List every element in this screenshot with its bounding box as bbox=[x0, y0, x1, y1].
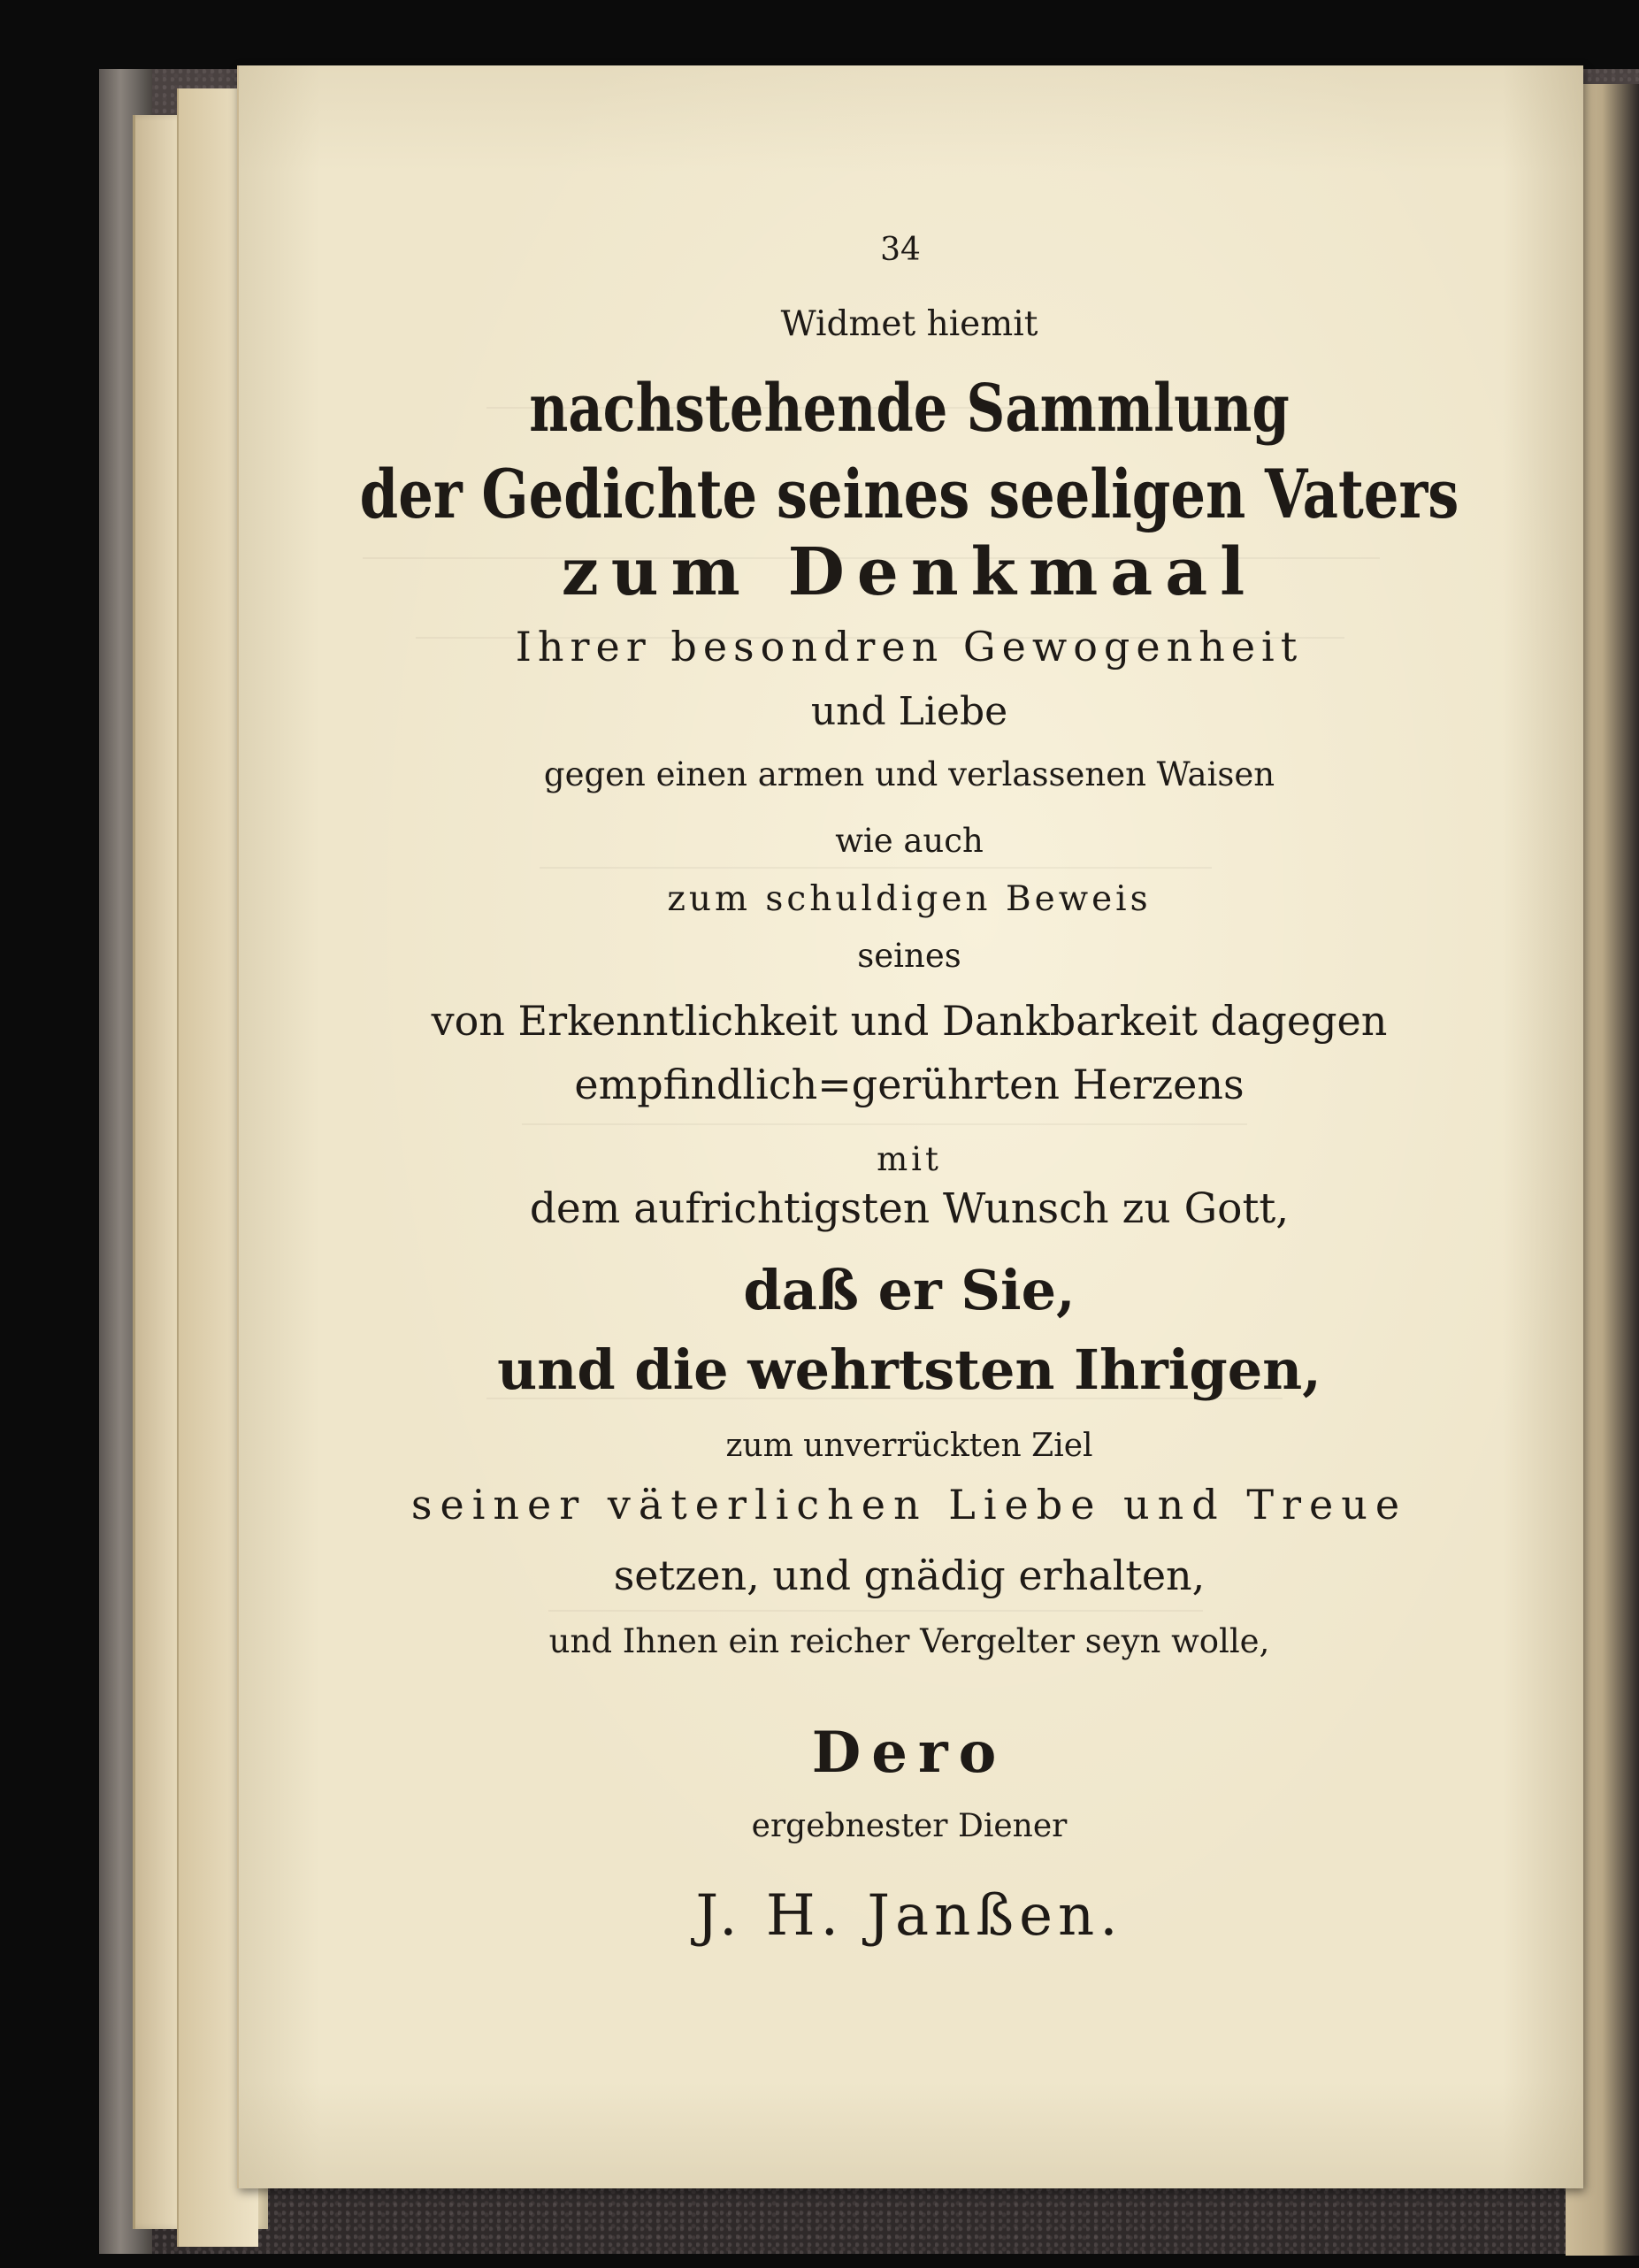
dedication-line-20: und Ihnen ein reicher Vergelter seyn wolle, bbox=[548, 1622, 1270, 1660]
dedication-line-6: und Liebe bbox=[810, 689, 1008, 734]
dedication-line-3: der Gedichte seines seeligen Vaters bbox=[359, 455, 1459, 533]
dedication-line-18: seiner väterlichen Liebe und Treue bbox=[410, 1481, 1408, 1529]
dedication-line-8: wie auch bbox=[835, 822, 984, 860]
dedication-line-11: von Erkenntlichkeit und Dankbarkeit dagegen bbox=[431, 997, 1388, 1045]
dedication-line-12: empfindlich=gerührten Herzens bbox=[574, 1061, 1245, 1108]
dedication-line-21: Dero bbox=[811, 1720, 1007, 1786]
dedication-line-7: gegen einen armen und verlassenen Waisen bbox=[543, 755, 1275, 793]
dedication-line-13: mit bbox=[877, 1140, 942, 1178]
page-number: 34 bbox=[880, 232, 921, 268]
dedication-line-2: nachstehende Sammlung bbox=[529, 371, 1290, 447]
page-text bbox=[237, 65, 1582, 2188]
dedication-line-1: Widmet hiemit bbox=[780, 304, 1038, 344]
dedication-line-15: daß er Sie, bbox=[743, 1258, 1076, 1322]
dedication-line-9: zum schuldigen Beweis bbox=[667, 879, 1152, 919]
dedication-line-22: ergebnester Diener bbox=[751, 1808, 1068, 1844]
dedication-line-14: dem aufrichtigsten Wunsch zu Gott, bbox=[529, 1184, 1290, 1233]
dedication-line-19: setzen, und gnädig erhalten, bbox=[613, 1552, 1206, 1599]
dedication-line-16: und die wehrtsten Ihrigen, bbox=[497, 1337, 1321, 1402]
dedication-line-17: zum unverrückten Ziel bbox=[725, 1428, 1093, 1464]
dedication-line-5: Ihrer besondren Gewogenheit bbox=[515, 623, 1304, 670]
signature: J. H. Janßen. bbox=[695, 1883, 1123, 1949]
dedication-line-10: seines bbox=[857, 937, 961, 975]
dedication-line-4: zum Denkmaal bbox=[561, 534, 1258, 610]
